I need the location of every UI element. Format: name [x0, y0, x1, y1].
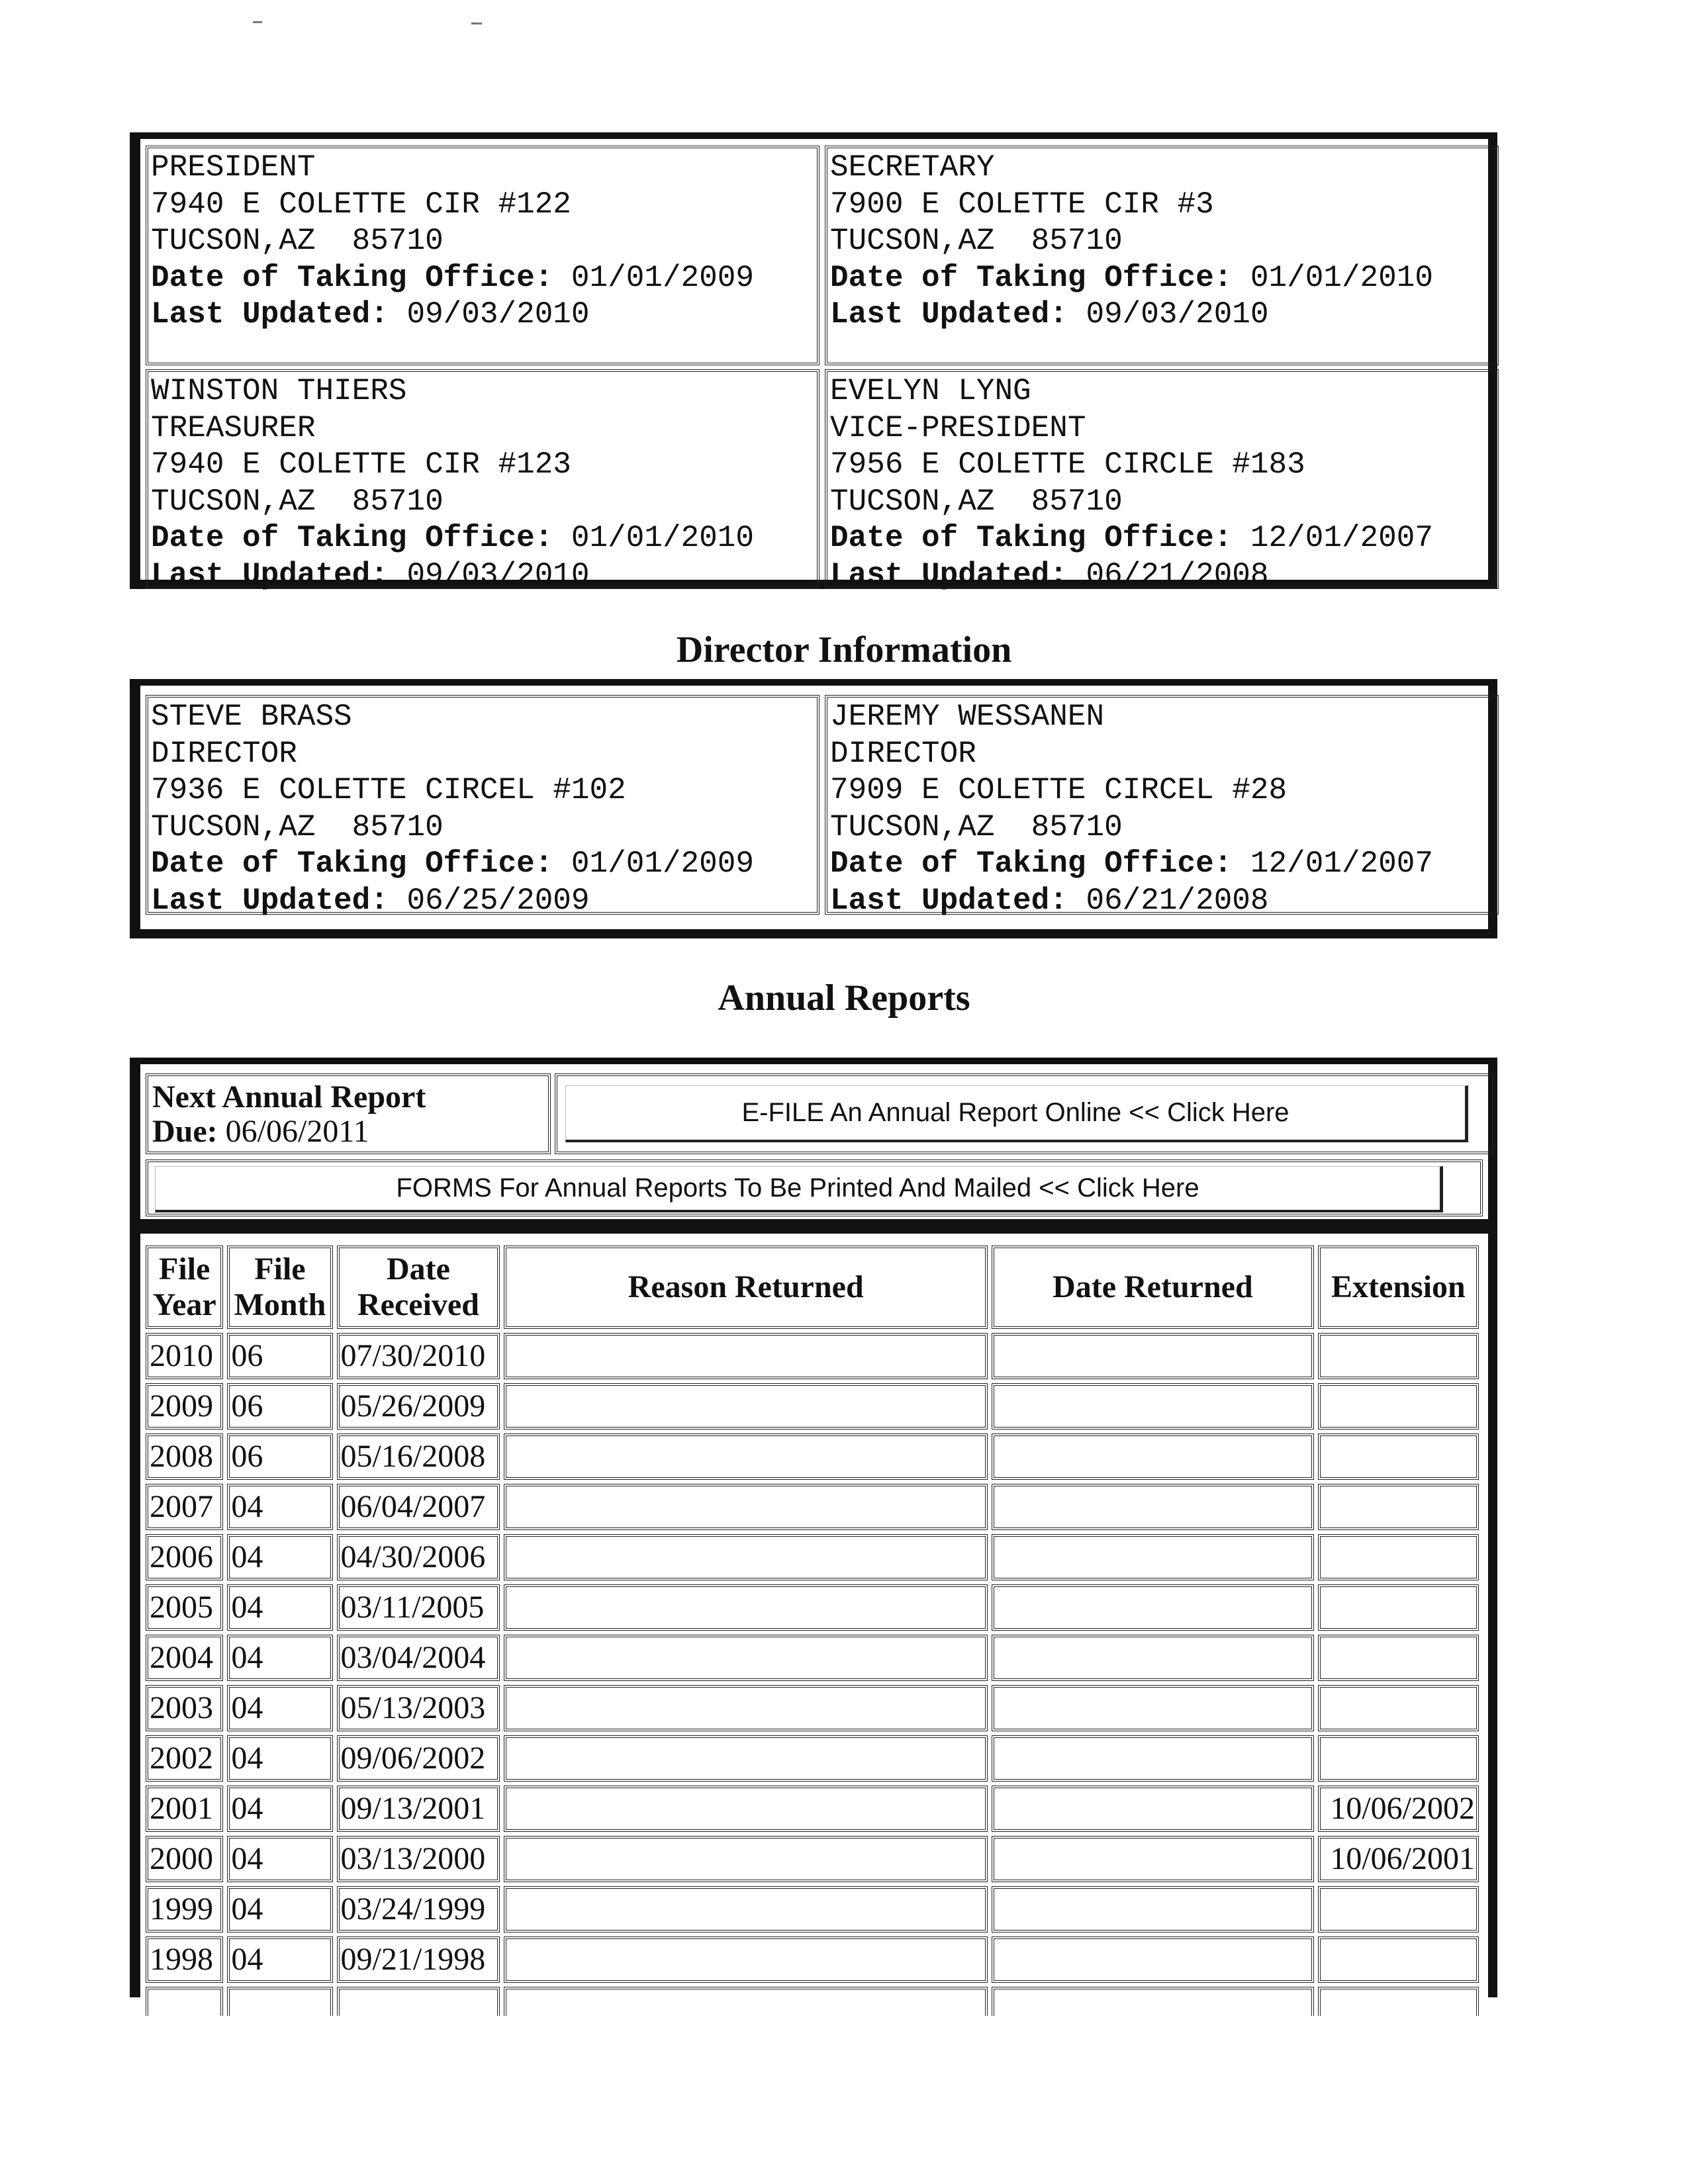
person-cell: [825, 146, 1499, 365]
table-cell: 2006: [146, 1534, 223, 1580]
scan-artifact: [253, 21, 262, 23]
last-updated-row: [830, 557, 1493, 594]
date-taking-office-label: Date of Taking Office:: [151, 521, 553, 555]
table-cell: [1318, 1534, 1479, 1580]
table-cell: 04: [227, 1786, 332, 1832]
last-updated-value: 06/21/2008: [1086, 557, 1269, 592]
date-taking-office-value: 01/01/2009: [571, 846, 754, 881]
table-cell: [992, 1685, 1314, 1731]
table-cell: [1318, 1735, 1479, 1782]
last-updated-value: 09/03/2010: [1086, 297, 1269, 332]
table-cell: 2000: [146, 1836, 223, 1882]
table-cell: 09/21/1998: [337, 1936, 500, 1983]
table-cell: 1998: [146, 1936, 223, 1983]
table-cell: 2001: [146, 1786, 223, 1832]
table-cell: [504, 1836, 988, 1882]
table-cell: 05/26/2009: [337, 1383, 500, 1430]
table-row: [146, 1584, 1479, 1631]
date-taking-office-value: 12/01/2007: [1250, 521, 1433, 555]
table-header-row: [146, 1246, 1479, 1329]
table-cell: [1318, 1433, 1479, 1480]
due-date: 06/06/2011: [225, 1114, 369, 1149]
table-cell: 10/06/2001: [1318, 1836, 1479, 1882]
table-cell: 1999: [146, 1886, 223, 1933]
table-cell: [1318, 1685, 1479, 1731]
table-row: [146, 1836, 1479, 1882]
table-row: [146, 1484, 1479, 1530]
date-taking-office-row: [830, 520, 1493, 557]
date-taking-office-value: 12/01/2007: [1250, 846, 1433, 881]
table-cell: [992, 1534, 1314, 1580]
last-updated-value: 06/25/2009: [406, 883, 590, 918]
annual-reports-panel: [130, 1058, 1497, 1997]
table-row: [146, 1786, 1479, 1832]
last-updated-label: Last Updated:: [151, 297, 389, 332]
table-cell: 04: [227, 1534, 332, 1580]
director-grid: [146, 695, 1483, 918]
date-taking-office-label: Date of Taking Office:: [830, 521, 1233, 555]
director-table: [130, 679, 1497, 938]
table-cell: [992, 1635, 1314, 1681]
table-cell: [504, 1584, 988, 1631]
person-line: WINSTON THIERS: [151, 374, 407, 408]
date-taking-office-row: [830, 846, 1493, 883]
date-taking-office-value: 01/01/2010: [1250, 260, 1433, 295]
annual-reports-title: Annual Reports: [718, 978, 970, 1019]
table-row: [146, 1333, 1479, 1379]
table-cell: 04: [227, 1685, 332, 1731]
table-cell: [992, 1735, 1314, 1782]
person-line: 7940 E COLETTE CIR #123: [151, 447, 571, 482]
table-cell: 04: [227, 1936, 332, 1983]
table-cell: 2008: [146, 1433, 223, 1480]
table-cell: [992, 1886, 1314, 1933]
table-cell: 05/13/2003: [337, 1685, 500, 1731]
table-row: [146, 1534, 1479, 1580]
person-line: TUCSON,AZ 85710: [151, 224, 444, 258]
table-cell: 2002: [146, 1735, 223, 1782]
table-cell: [1318, 1987, 1479, 2016]
date-taking-office-row: [151, 260, 814, 297]
date-taking-office-label: Date of Taking Office:: [151, 260, 553, 295]
last-updated-label: Last Updated:: [151, 883, 389, 918]
date-taking-office-row: [830, 260, 1493, 297]
table-cell: 06: [227, 1433, 332, 1480]
table-cell: 2003: [146, 1685, 223, 1731]
table-cell: 2009: [146, 1383, 223, 1430]
table-cell: [504, 1534, 988, 1580]
next-report-label: Next Annual Report: [152, 1079, 426, 1115]
person-line: JEREMY WESSANEN: [830, 700, 1105, 734]
table-cell: [504, 1433, 988, 1480]
last-updated-row: [151, 883, 814, 920]
person-line: TUCSON,AZ 85710: [151, 809, 444, 844]
person-line: 7900 E COLETTE CIR #3: [830, 187, 1214, 222]
efile-cell: [555, 1073, 1495, 1154]
table-row: [146, 1433, 1479, 1480]
table-cell: [1318, 1333, 1479, 1379]
person-line: VICE-PRESIDENT: [830, 410, 1086, 445]
table-cell: [504, 1685, 988, 1731]
table-cell: [1318, 1635, 1479, 1681]
person-cell: [146, 695, 820, 918]
forms-cell: [146, 1160, 1483, 1216]
last-updated-row: [151, 557, 814, 594]
date-taking-office-label: Date of Taking Office:: [151, 846, 553, 881]
person-cell: [146, 369, 820, 592]
officer-grid: [146, 146, 1483, 592]
table-cell: 2007: [146, 1484, 223, 1530]
last-updated-row: [830, 883, 1493, 920]
table-cell: 04/30/2006: [337, 1534, 500, 1580]
table-cell: [1318, 1383, 1479, 1430]
table-cell: [504, 1735, 988, 1782]
due-label: Due:: [152, 1114, 218, 1149]
table-cell: 06: [227, 1333, 332, 1379]
table-cell: [1318, 1936, 1479, 1983]
person-line: 7936 E COLETTE CIRCEL #102: [151, 773, 626, 807]
forms-annual-report-button[interactable]: FORMS For Annual Reports To Be Printed And Mailed << Click Here: [155, 1166, 1443, 1212]
person-line: EVELYN LYNG: [830, 374, 1031, 408]
table-cell: 2005: [146, 1584, 223, 1631]
table-cell: [992, 1333, 1314, 1379]
director-section-title: Director Information: [676, 629, 1012, 670]
table-row: [146, 1886, 1479, 1933]
table-row-partial: [146, 1987, 1479, 2016]
column-header: Extension: [1318, 1246, 1479, 1329]
table-cell: [337, 1987, 500, 2016]
column-header: File Month: [227, 1246, 332, 1329]
table-cell: 09/13/2001: [337, 1786, 500, 1832]
table-row: [146, 1936, 1479, 1983]
table-cell: [227, 1987, 332, 2016]
table-cell: [992, 1987, 1314, 2016]
next-annual-report-due: [146, 1073, 551, 1154]
table-row: [146, 1735, 1479, 1782]
table-cell: [504, 1383, 988, 1430]
table-cell: [504, 1886, 988, 1933]
last-updated-row: [830, 296, 1493, 334]
date-taking-office-row: [151, 520, 814, 557]
table-cell: [1318, 1484, 1479, 1530]
separator: [140, 1219, 1488, 1234]
table-cell: 04: [227, 1584, 332, 1631]
person-cell: [825, 695, 1499, 918]
officer-table: [130, 132, 1497, 592]
person-line: 7940 E COLETTE CIR #122: [151, 187, 571, 222]
column-header: Date Returned: [992, 1246, 1314, 1329]
person-line: 7909 E COLETTE CIRCEL #28: [830, 773, 1288, 807]
last-updated-label: Last Updated:: [830, 297, 1068, 332]
table-cell: 06/04/2007: [337, 1484, 500, 1530]
person-line: DIRECTOR: [151, 736, 297, 771]
table-cell: 07/30/2010: [337, 1333, 500, 1379]
table-cell: [146, 1987, 223, 2016]
table-cell: 10/06/2002: [1318, 1786, 1479, 1832]
person-cell: [146, 146, 820, 365]
last-updated-label: Last Updated:: [151, 557, 389, 592]
table-cell: 04: [227, 1836, 332, 1882]
table-cell: 05/16/2008: [337, 1433, 500, 1480]
table-cell: [1318, 1886, 1479, 1933]
column-header: Reason Returned: [504, 1246, 988, 1329]
scan-artifact: [471, 23, 482, 24]
date-taking-office-value: 01/01/2009: [571, 260, 754, 295]
person-line: 7956 E COLETTE CIRCLE #183: [830, 447, 1305, 482]
date-taking-office-value: 01/01/2010: [571, 521, 754, 555]
last-updated-value: 09/03/2010: [406, 557, 590, 592]
table-row: [146, 1635, 1479, 1681]
person-line: STEVE BRASS: [151, 700, 352, 734]
column-header: File Year: [146, 1246, 223, 1329]
table-cell: [992, 1484, 1314, 1530]
table-cell: [992, 1936, 1314, 1983]
table-cell: 09/06/2002: [337, 1735, 500, 1782]
person-cell: [825, 369, 1499, 592]
person-line: TREASURER: [151, 410, 316, 445]
date-taking-office-label: Date of Taking Office:: [830, 260, 1233, 295]
table-cell: 2010: [146, 1333, 223, 1379]
person-line: TUCSON,AZ 85710: [830, 224, 1123, 258]
table-row: [146, 1685, 1479, 1731]
table-cell: [992, 1836, 1314, 1882]
table-cell: [992, 1584, 1314, 1631]
person-line: TUCSON,AZ 85710: [151, 484, 444, 519]
column-header: Date Received: [337, 1246, 500, 1329]
table-cell: 04: [227, 1484, 332, 1530]
table-cell: [992, 1433, 1314, 1480]
annual-reports-table: [142, 1242, 1483, 2020]
table-cell: [992, 1383, 1314, 1430]
person-line: TUCSON,AZ 85710: [830, 484, 1123, 519]
last-updated-label: Last Updated:: [830, 557, 1068, 592]
table-cell: 2004: [146, 1635, 223, 1681]
table-cell: [992, 1786, 1314, 1832]
table-cell: [504, 1484, 988, 1530]
table-cell: [504, 1987, 988, 2016]
table-cell: 03/24/1999: [337, 1886, 500, 1933]
date-taking-office-row: [151, 846, 814, 883]
table-cell: [504, 1635, 988, 1681]
table-cell: [504, 1786, 988, 1832]
person-line: SECRETARY: [830, 150, 995, 185]
date-taking-office-label: Date of Taking Office:: [830, 846, 1233, 881]
efile-annual-report-button[interactable]: E-FILE An Annual Report Online << Click Here: [565, 1085, 1468, 1142]
table-row: [146, 1383, 1479, 1430]
person-line: TUCSON,AZ 85710: [830, 809, 1123, 844]
table-cell: 04: [227, 1635, 332, 1681]
table-cell: 03/13/2000: [337, 1836, 500, 1882]
last-updated-row: [151, 296, 814, 334]
table-cell: 04: [227, 1735, 332, 1782]
table-cell: [504, 1333, 988, 1379]
table-cell: 04: [227, 1886, 332, 1933]
table-cell: 03/11/2005: [337, 1584, 500, 1631]
table-cell: 06: [227, 1383, 332, 1430]
table-cell: [1318, 1584, 1479, 1631]
person-line: PRESIDENT: [151, 150, 316, 185]
table-cell: [504, 1936, 988, 1983]
last-updated-value: 09/03/2010: [406, 297, 590, 332]
table-cell: 03/04/2004: [337, 1635, 500, 1681]
last-updated-value: 06/21/2008: [1086, 883, 1269, 918]
person-line: DIRECTOR: [830, 736, 976, 771]
last-updated-label: Last Updated:: [830, 883, 1068, 918]
